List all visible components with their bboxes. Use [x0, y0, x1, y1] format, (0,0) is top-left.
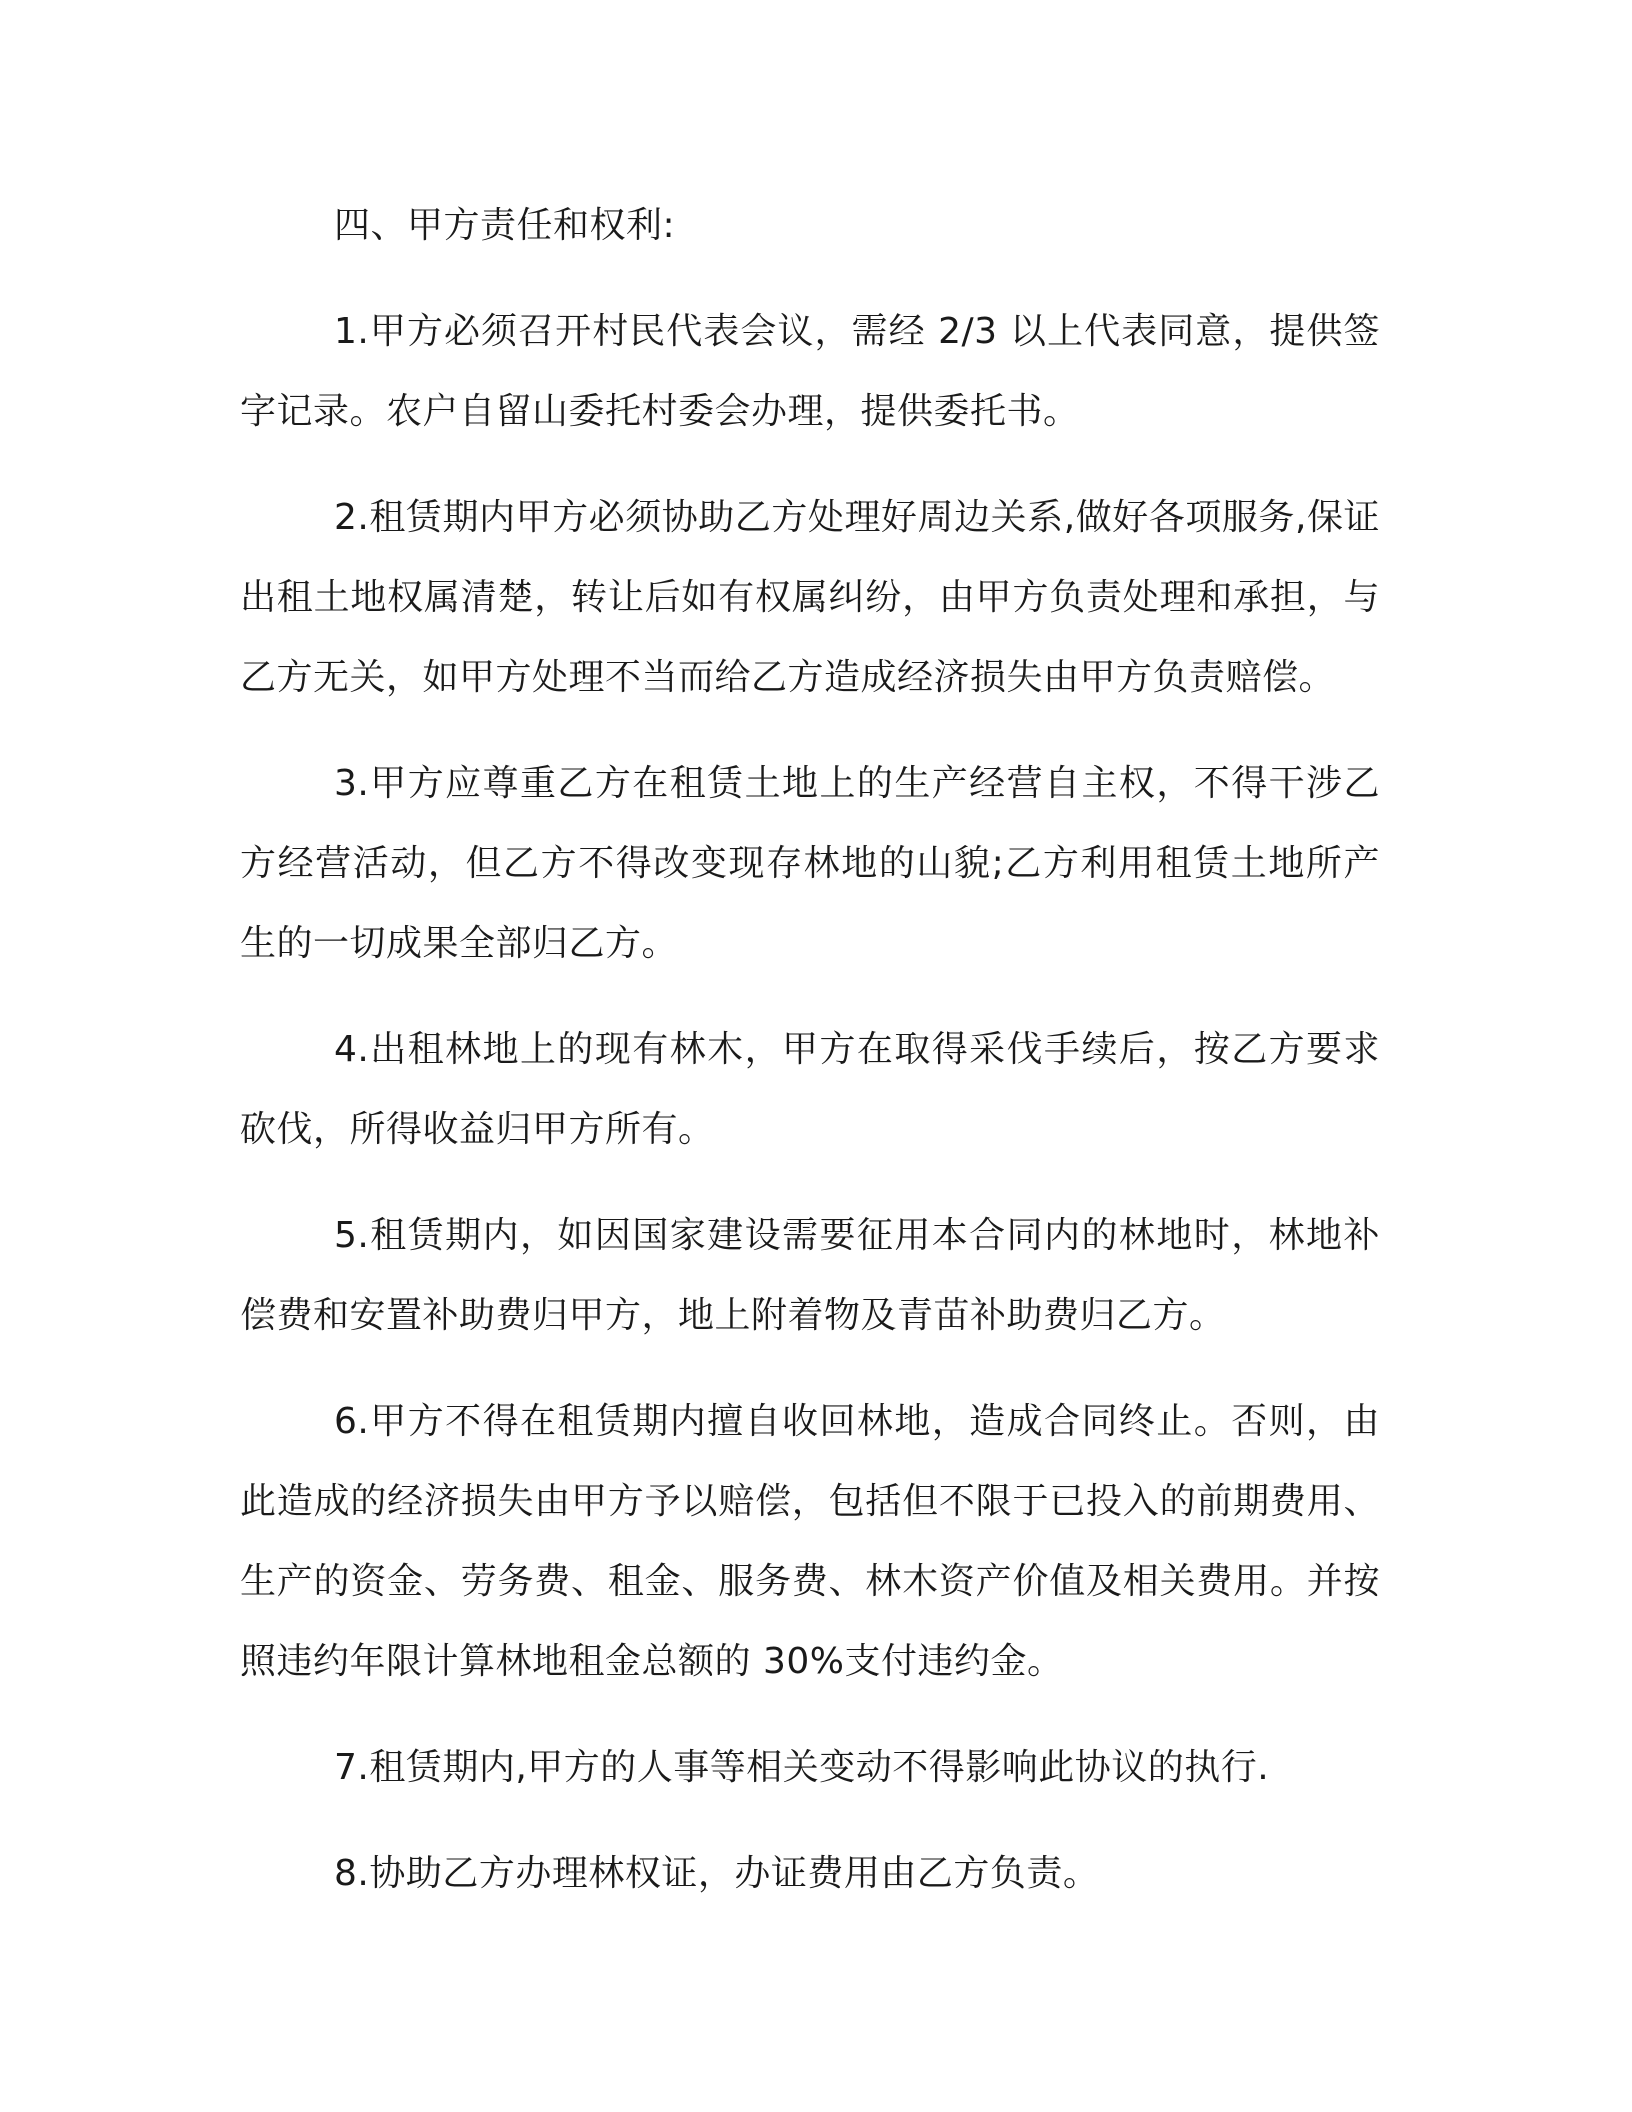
clause-8: 8.协助乙方办理林权证，办证费用由乙方负责。: [334, 1853, 1100, 1894]
section-heading: 四、甲方责任和权利:: [334, 205, 676, 246]
clause-3: 3.甲方应尊重乙方在租赁土地上的生产经营自主权，不得干涉乙方经营活动，但乙方不得改变现存林地的山貌;乙方利用租赁土地所产生的一切成果全部归乙方。: [240, 763, 1380, 964]
clause-4: 4.出租林地上的现有林木，甲方在取得采伐手续后，按乙方要求砍伐，所得收益归甲方所有。: [240, 1029, 1380, 1150]
clause-2: 2.租赁期内甲方必须协助乙方处理好周边关系,做好各项服务,保证出租土地权属清楚，转让后如有权属纠纷，由甲方负责处理和承担，与乙方无关，如甲方处理不当而给乙方造成经济损失由甲方负责赔偿。: [240, 497, 1380, 698]
clause-7: 7.租赁期内,甲方的人事等相关变动不得影响此协议的执行.: [334, 1747, 1270, 1788]
clause-5: 5.租赁期内，如因国家建设需要征用本合同内的林地时，林地补偿费和安置补助费归甲方，地上附着物及青苗补助费归乙方。: [240, 1215, 1380, 1336]
clause-6: 6.甲方不得在租赁期内擅自收回林地，造成合同终止。否则，由此造成的经济损失由甲方予以赔偿，包括但不限于已投入的前期费用、生产的资金、劳务费、租金、服务费、林木资产价值及相关费用。并按照违约年限计算林地租金总额的 30%支付违约金。: [240, 1401, 1380, 1682]
document-body: [240, 186, 1380, 1940]
clause-1: 1.甲方必须召开村民代表会议，需经 2/3 以上代表同意，提供签字记录。农户自留山委托村委会办理，提供委托书。: [240, 311, 1380, 432]
